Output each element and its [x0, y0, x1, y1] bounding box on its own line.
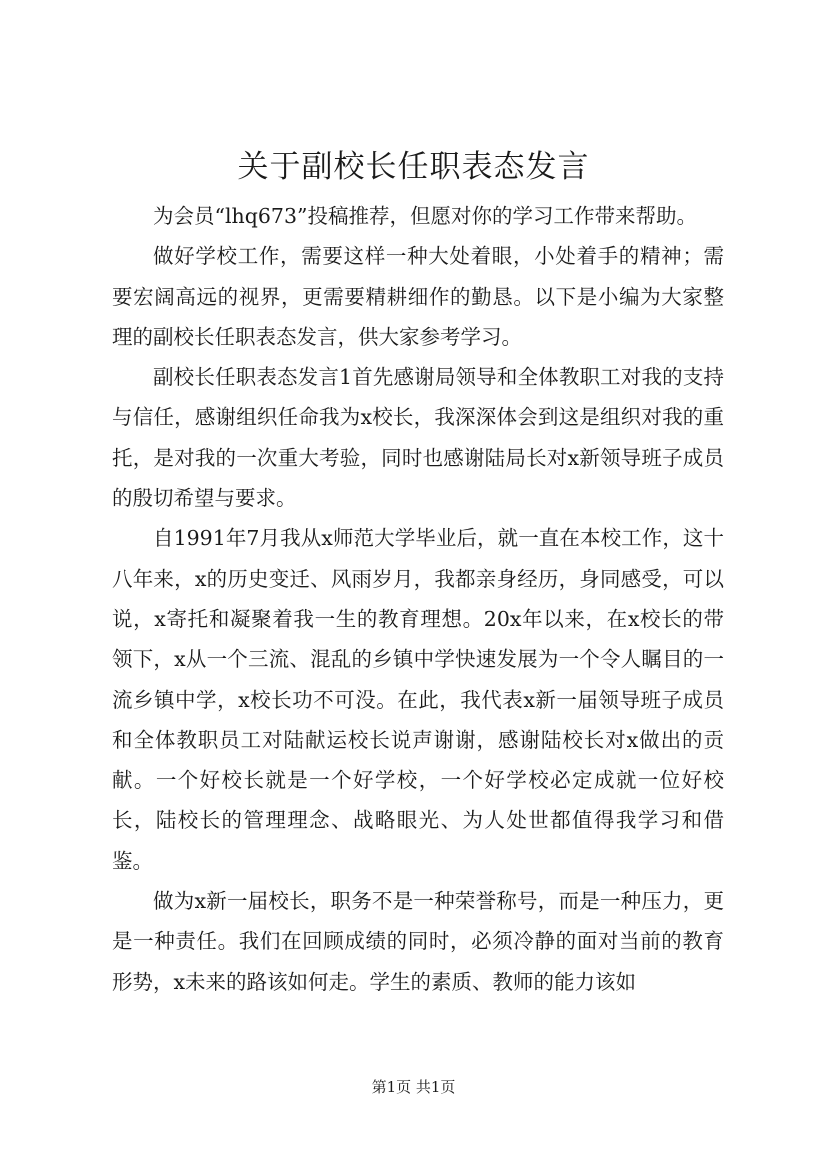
paragraph-speech-1: 副校长任职表态发言1首先感谢局领导和全体教职工对我的支持与信任，感谢组织任命我为x校长，我深深体会到这是组织对我的重托，是对我的一次重大考验，同时也感谢陆局长对x新领导班子成员的殷切希望与要求。: [112, 365, 724, 511]
paragraph-intro: 为会员“lhq673”投稿推荐，但愿对你的学习工作带来帮助。: [153, 204, 697, 228]
document-body: [112, 196, 724, 1002]
page-footer: 第1页 共1页: [371, 1078, 456, 1096]
paragraph-responsibility: 做为x新一届校长，职务不是一种荣誉称号，而是一种压力，更是一种责任。我们在回顾成绩的同时，必须冷静的面对当前的教育形势，x未来的路该如何走。学生的素质、教师的能力该如: [112, 889, 724, 994]
paragraph-career: 自1991年7月我从x师范大学毕业后，就一直在本校工作，这十八年来，x的历史变迁、风雨岁月，我都亲身经历，身同感受，可以说，x寄托和凝聚着我一生的教育理想。20x年以来，在x校长的带领下，x从一个三流、混乱的乡镇中学快速发展为一个令人瞩目的一流乡镇中学，x校长功不可没。在此，我代表x新一届领导班子成员和全体教职员工对陆献运校长说声谢谢，感谢陆校长对x做出的贡献。一个好校长就是一个好学校，一个好学校必定成就一位好校长，陆校长的管理理念、战略眼光、为人处世都值得我学习和借鉴。: [112, 526, 724, 873]
paragraph-preface: 做好学校工作，需要这样一种大处着眼，小处着手的精神；需要宏阔高远的视界，更需要精耕细作的勤恳。以下是小编为大家整理的副校长任职表态发言，供大家参考学习。: [112, 244, 724, 349]
document-title: 关于副校长任职表态发言: [237, 149, 590, 185]
